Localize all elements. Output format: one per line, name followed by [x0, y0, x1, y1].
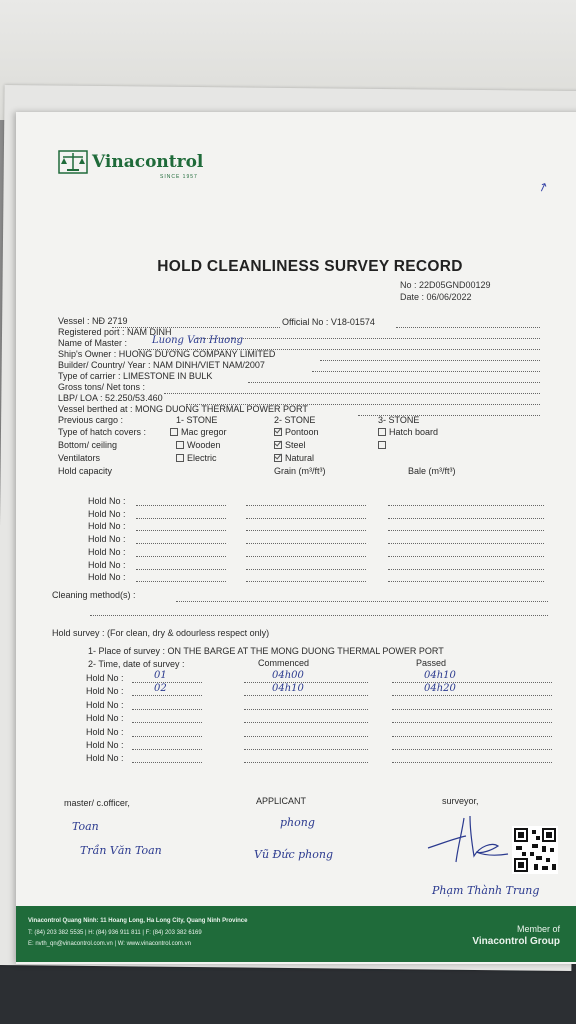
grain-header: Grain (m³/ft³) — [274, 466, 326, 476]
bottom-blank[interactable] — [378, 440, 389, 451]
scale-logo-icon — [58, 150, 88, 174]
berthed-field: Vessel berthed at : MONG DUONG THERMAL POWER PORT — [58, 404, 308, 414]
qr-code-icon — [512, 826, 558, 874]
capacity-row-field[interactable] — [136, 581, 226, 582]
master-label: Name of Master : — [58, 338, 128, 348]
checkbox-checked-icon — [274, 428, 282, 436]
dotted-line — [312, 371, 540, 372]
builder-field: Builder/ Country/ Year : NAM DINH/VIET NAM/2007 — [58, 360, 265, 370]
dotted-line — [90, 615, 548, 616]
dotted-line — [196, 338, 540, 339]
capacity-row-label: Hold No : — [88, 534, 126, 545]
pen-mark-icon: ↗ — [535, 178, 551, 196]
vent-electric[interactable]: Electric — [176, 453, 217, 464]
footer-address: Vinacontrol Quang Ninh: 11 Hoang Long, Ha Long City, Quang Ninh Province — [28, 918, 248, 924]
survey-place: 1- Place of survey : ON THE BARGE AT THE MONG DUONG THERMAL POWER PORT — [88, 646, 444, 656]
footer-group-name: Vinacontrol Group — [472, 936, 560, 947]
capacity-row-field[interactable] — [246, 569, 366, 570]
capacity-row-field[interactable] — [388, 569, 544, 570]
survey-hold-number: 02 — [154, 683, 167, 695]
checkbox-checked-icon — [274, 441, 282, 449]
owner-field: Ship's Owner : HUONG DƯƠNG COMPANY LIMITED — [58, 349, 276, 359]
commenced-header: Commenced — [258, 658, 310, 668]
master-signature: Toan — [72, 820, 99, 833]
survey-row-field[interactable] — [132, 682, 202, 683]
survey-row-field[interactable] — [244, 722, 368, 723]
company-logo — [58, 150, 203, 174]
survey-row-field[interactable] — [244, 709, 368, 710]
applicant-name-handwritten: Vũ Đức phong — [254, 848, 334, 861]
checkbox-checked-icon — [274, 454, 282, 462]
capacity-row-label: Hold No : — [88, 496, 126, 506]
vessel-field: Vessel : NĐ 2719 — [58, 316, 128, 326]
hatch-covers-label: Type of hatch covers : — [58, 427, 147, 437]
surveyor-name-stamp: Phạm Thành Trung — [432, 884, 540, 897]
survey-row-field[interactable] — [132, 709, 202, 710]
hatch-cover-hatch-board[interactable]: Hatch board — [378, 427, 438, 438]
capacity-row-field[interactable] — [388, 518, 544, 519]
capacity-row-field[interactable] — [136, 556, 226, 557]
dotted-line — [164, 393, 540, 394]
previous-cargo-label: Previous cargo : — [58, 415, 124, 425]
capacity-row-label: Hold No : — [88, 572, 126, 583]
survey-passed-time: 04h20 — [424, 683, 456, 695]
previous-cargo-2: 2- STONE — [274, 415, 316, 425]
survey-hold-number: 01 — [154, 670, 167, 681]
checkbox-unchecked-icon — [378, 441, 386, 449]
checkbox-unchecked-icon — [378, 428, 386, 436]
survey-heading: Hold survey : (For clean, dry & odourless respect only) — [52, 628, 270, 638]
survey-commenced-time: 04h00 — [272, 670, 304, 681]
capacity-row-field[interactable] — [388, 556, 544, 557]
survey-row-field[interactable] — [132, 695, 202, 696]
capacity-row-field[interactable] — [136, 569, 226, 570]
registered-port-field: Registered port : NAM DINH — [58, 327, 172, 337]
survey-row-field[interactable] — [244, 682, 368, 683]
footer-phones: T: (84) 203 382 5535 | H: (84) 936 911 811 | F: (84) 203 382 6169 — [28, 930, 202, 936]
bottom-wooden[interactable]: Wooden — [176, 440, 220, 451]
capacity-row-field[interactable] — [136, 518, 226, 519]
capacity-row-field[interactable] — [246, 518, 366, 519]
hatch-cover-pontoon[interactable]: Pontoon — [274, 427, 319, 438]
hold-capacity-label: Hold capacity — [58, 466, 113, 476]
logo-name: Vinacontrol — [92, 152, 204, 172]
survey-row-label: Hold No : — [86, 753, 124, 764]
survey-row-field[interactable] — [244, 749, 368, 750]
survey-row-field[interactable] — [244, 695, 368, 696]
survey-row-field[interactable] — [392, 722, 552, 723]
lbp-loa-field: LBP/ LOA : 52.250/53.460 — [58, 393, 163, 403]
survey-row-field[interactable] — [132, 736, 202, 737]
previous-cargo-3: 3- STONE — [378, 415, 420, 425]
logo-since: SINCE 1957 — [160, 174, 198, 180]
survey-row-field[interactable] — [392, 736, 552, 737]
survey-row-field[interactable] — [132, 749, 202, 750]
survey-row-field[interactable] — [392, 749, 552, 750]
survey-row-label: Hold No : — [86, 686, 124, 697]
capacity-row-field[interactable] — [136, 505, 226, 506]
footer-contact: E: nvth_qn@vinacontrol.com.vn | W: www.vinacontrol.com.vn — [28, 941, 191, 947]
survey-time-label: 2- Time, date of survey : — [88, 659, 185, 669]
survey-row-label: Hold No : — [86, 673, 124, 683]
surveyor-label: surveyor, — [442, 796, 479, 806]
bottom-steel[interactable]: Steel — [274, 440, 306, 451]
surveyor-signature — [426, 812, 510, 868]
survey-row-field[interactable] — [132, 762, 202, 763]
survey-row-label: Hold No : — [86, 699, 124, 710]
survey-commenced-time: 04h10 — [272, 683, 304, 695]
document-footer — [16, 906, 576, 962]
survey-row-field[interactable] — [244, 736, 368, 737]
document-date: Date : 06/06/2022 — [400, 292, 472, 302]
vent-natural[interactable]: Natural — [274, 453, 314, 464]
gross-tons-field: Gross tons/ Net tons : — [58, 382, 146, 392]
survey-row-field[interactable] — [244, 762, 368, 763]
applicant-label: APPLICANT — [256, 796, 307, 806]
ventilators-label: Ventilators — [58, 453, 101, 463]
master-name-handwritten: Luong Van Huong — [152, 335, 244, 346]
passed-header: Passed — [416, 658, 447, 668]
checkbox-unchecked-icon — [176, 454, 184, 462]
previous-cargo-1: 1- STONE — [176, 415, 218, 425]
dotted-line — [176, 601, 548, 602]
checkbox-unchecked-icon — [170, 428, 178, 436]
footer-member-label: Member of — [516, 924, 560, 934]
capacity-row-field[interactable] — [246, 543, 366, 544]
master-name-handwritten: Trần Văn Toan — [80, 844, 162, 857]
dotted-line — [320, 360, 540, 361]
capacity-row-field[interactable] — [136, 530, 226, 531]
survey-row-field[interactable] — [132, 722, 202, 723]
survey-row-label: Hold No : — [86, 726, 124, 737]
survey-row-field[interactable] — [392, 709, 552, 710]
dotted-line — [248, 382, 540, 383]
document-number: No : 22D05GND00129 — [400, 280, 491, 290]
hatch-cover-mac-gregor[interactable]: Mac gregor — [170, 427, 227, 438]
bale-header: Bale (m³/ft³) — [408, 466, 456, 476]
official-no-field: Official No : V18-01574 — [282, 317, 375, 327]
capacity-row-field[interactable] — [388, 530, 544, 531]
cleaning-method-label: Cleaning method(s) : — [52, 590, 136, 600]
capacity-row-label: Hold No : — [88, 546, 126, 557]
dotted-line — [396, 327, 540, 328]
master-signature-label: master/ c.officer, — [64, 798, 130, 808]
survey-row-field[interactable] — [392, 682, 552, 683]
capacity-row-field[interactable] — [388, 581, 544, 582]
capacity-row-field[interactable] — [388, 505, 544, 506]
survey-passed-time: 04h10 — [424, 670, 456, 681]
survey-row-label: Hold No : — [86, 740, 124, 750]
capacity-row-field[interactable] — [246, 556, 366, 557]
capacity-row-field[interactable] — [136, 543, 226, 544]
carrier-type-field: Type of carrier : LIMESTONE IN BULK — [58, 371, 213, 381]
capacity-row-label: Hold No : — [88, 521, 126, 532]
capacity-row-field[interactable] — [246, 505, 366, 506]
capacity-row-field[interactable] — [246, 581, 366, 582]
capacity-row-label: Hold No : — [88, 508, 126, 519]
checkbox-unchecked-icon — [176, 441, 184, 449]
bottom-ceiling-label: Bottom/ ceiling — [58, 440, 118, 450]
document-title: HOLD CLEANLINESS SURVEY RECORD — [157, 258, 463, 275]
survey-row-label: Hold No : — [86, 713, 124, 724]
capacity-row-field[interactable] — [246, 530, 366, 531]
survey-row-field[interactable] — [392, 762, 552, 763]
survey-row-field[interactable] — [392, 695, 552, 696]
applicant-signature: phong — [280, 816, 315, 829]
capacity-row-label: Hold No : — [88, 559, 126, 570]
capacity-row-field[interactable] — [388, 543, 544, 544]
